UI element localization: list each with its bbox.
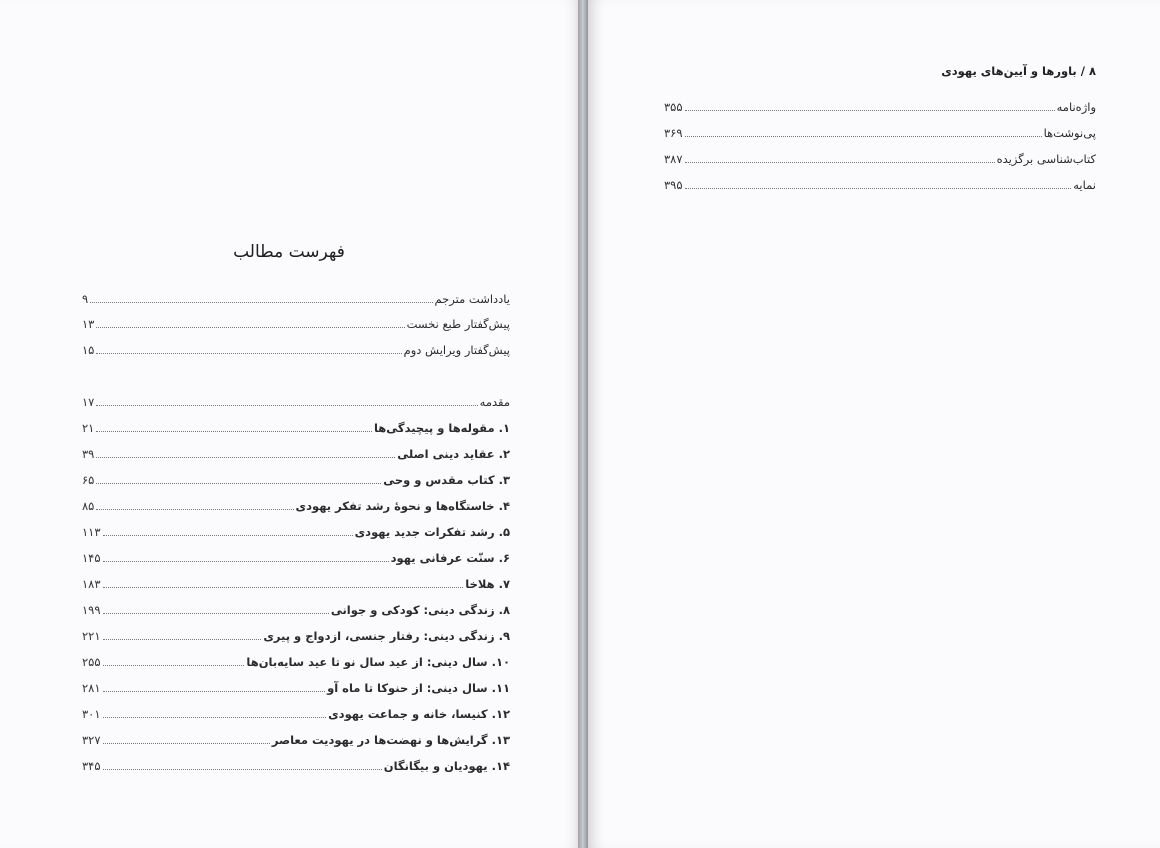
toc-entry <box>82 393 510 411</box>
left-page <box>0 0 578 848</box>
toc-entry-page: ۳۴۵ <box>82 759 101 773</box>
toc-entry-page: ۳۹۵ <box>664 178 683 192</box>
toc-entry-page: ۲۵۵ <box>82 655 101 669</box>
toc-entry <box>82 549 510 567</box>
toc-entry-page: ۶۵ <box>82 473 95 487</box>
toc-entry <box>664 124 1096 142</box>
toc-entry-label: ۱۲. کنیسا، خانه و جماعت یهودی <box>328 707 510 721</box>
right-page <box>588 0 1160 848</box>
toc-entry <box>82 497 510 515</box>
toc-entry-label: ۵. رشد تفکرات جدید یهودی <box>354 525 510 539</box>
toc-entry-page: ۳۹ <box>82 447 95 461</box>
toc-entry <box>82 653 510 671</box>
toc-entry-label: ۴. خاستگاه‌ها و نحوهٔ رشد تفکر یهودی <box>295 499 510 513</box>
toc-entry <box>82 471 510 489</box>
toc-entry-label: نمایه <box>1073 178 1096 192</box>
toc-entry-label: ۱۴. یهودیان و بیگانگان <box>383 759 510 773</box>
toc-entry-page: ۳۸۷ <box>664 152 683 166</box>
toc-entry-page: ۱۴۵ <box>82 551 101 565</box>
toc-entry <box>82 419 510 437</box>
toc-entry-page: ۳۰۱ <box>82 707 101 721</box>
toc-entry-label: واژه‌نامه <box>1056 100 1096 114</box>
toc-entry-page: ۱۹۹ <box>82 603 101 617</box>
page-title: فهرست مطالب <box>233 242 345 262</box>
toc-entry-label: ۱۰. سال دینی: از عید سال نو تا عید سایه‌بان‌ها <box>246 655 510 669</box>
toc-entry-label: یادداشت مترجم <box>434 292 510 306</box>
book-gutter <box>578 0 588 848</box>
toc-entry <box>82 627 510 645</box>
toc-entry <box>82 575 510 593</box>
toc-entry-label: ۸. زندگی دینی: کودکی و جوانی <box>330 603 510 617</box>
toc-entry <box>664 176 1096 194</box>
toc-entry-page: ۱۸۳ <box>82 577 101 591</box>
toc-entry-page: ۱۵ <box>82 343 95 357</box>
toc-entry-page: ۳۵۵ <box>664 100 683 114</box>
toc-entry-label: پی‌نوشت‌ها <box>1043 126 1096 140</box>
toc-entry-label: ۹. زندگی دینی: رفتار جنسی، ازدواج و پیری <box>263 629 510 643</box>
toc-entry-label: کتاب‌شناسی برگزیده <box>996 152 1096 166</box>
toc-entry <box>664 150 1096 168</box>
toc-entry-label: ۱. مقوله‌ها و پیچیدگی‌ها <box>373 421 510 435</box>
toc-entry-label: پیش‌گفتار ویرایش دوم <box>403 343 510 357</box>
toc-entry <box>82 731 510 749</box>
toc-entry-page: ۳۲۷ <box>82 733 101 747</box>
toc-entry-page: ۱۳ <box>82 317 95 331</box>
toc-entry-label: پیش‌گفتار طبع نخست <box>406 317 510 331</box>
toc-entry-page: ۳۶۹ <box>664 126 683 140</box>
toc-entry <box>82 679 510 697</box>
toc-entry-page: ۸۵ <box>82 499 95 513</box>
toc-entry-label: ۱۱. سال دینی: از حنوکا تا ماه آو <box>327 681 510 695</box>
toc-entry-page: ۹ <box>82 292 89 306</box>
toc-entry-page: ۲۱ <box>82 421 95 435</box>
toc-entry-page: ۲۸۱ <box>82 681 101 695</box>
toc-entry <box>82 315 510 333</box>
toc-entry-label: ۳. کتاب مقدس و وحی <box>383 473 510 487</box>
toc-entry-label: ۱۳. گرایش‌ها و نهضت‌ها در یهودیت معاصر <box>271 733 510 747</box>
toc-entry <box>82 445 510 463</box>
toc-entry-label: ۷. هلاخا <box>465 577 510 591</box>
toc-entry <box>82 523 510 541</box>
toc-entry <box>82 341 510 359</box>
toc-entry-page: ۱۱۳ <box>82 525 101 539</box>
toc-entry <box>82 601 510 619</box>
toc-entry <box>82 757 510 775</box>
toc-entry <box>664 98 1096 116</box>
toc-entry <box>82 290 510 308</box>
toc-entry-label: ۶. سنّت عرفانی یهود <box>390 551 510 565</box>
toc-entry <box>82 705 510 723</box>
toc-entry-label: مقدمه <box>479 395 510 409</box>
toc-entry-label: ۲. عقاید دینی اصلی <box>397 447 510 461</box>
toc-entry-page: ۲۲۱ <box>82 629 101 643</box>
running-head: ۸ / باورها و آیین‌های یهودی <box>941 64 1096 78</box>
toc-entry-page: ۱۷ <box>82 395 95 409</box>
